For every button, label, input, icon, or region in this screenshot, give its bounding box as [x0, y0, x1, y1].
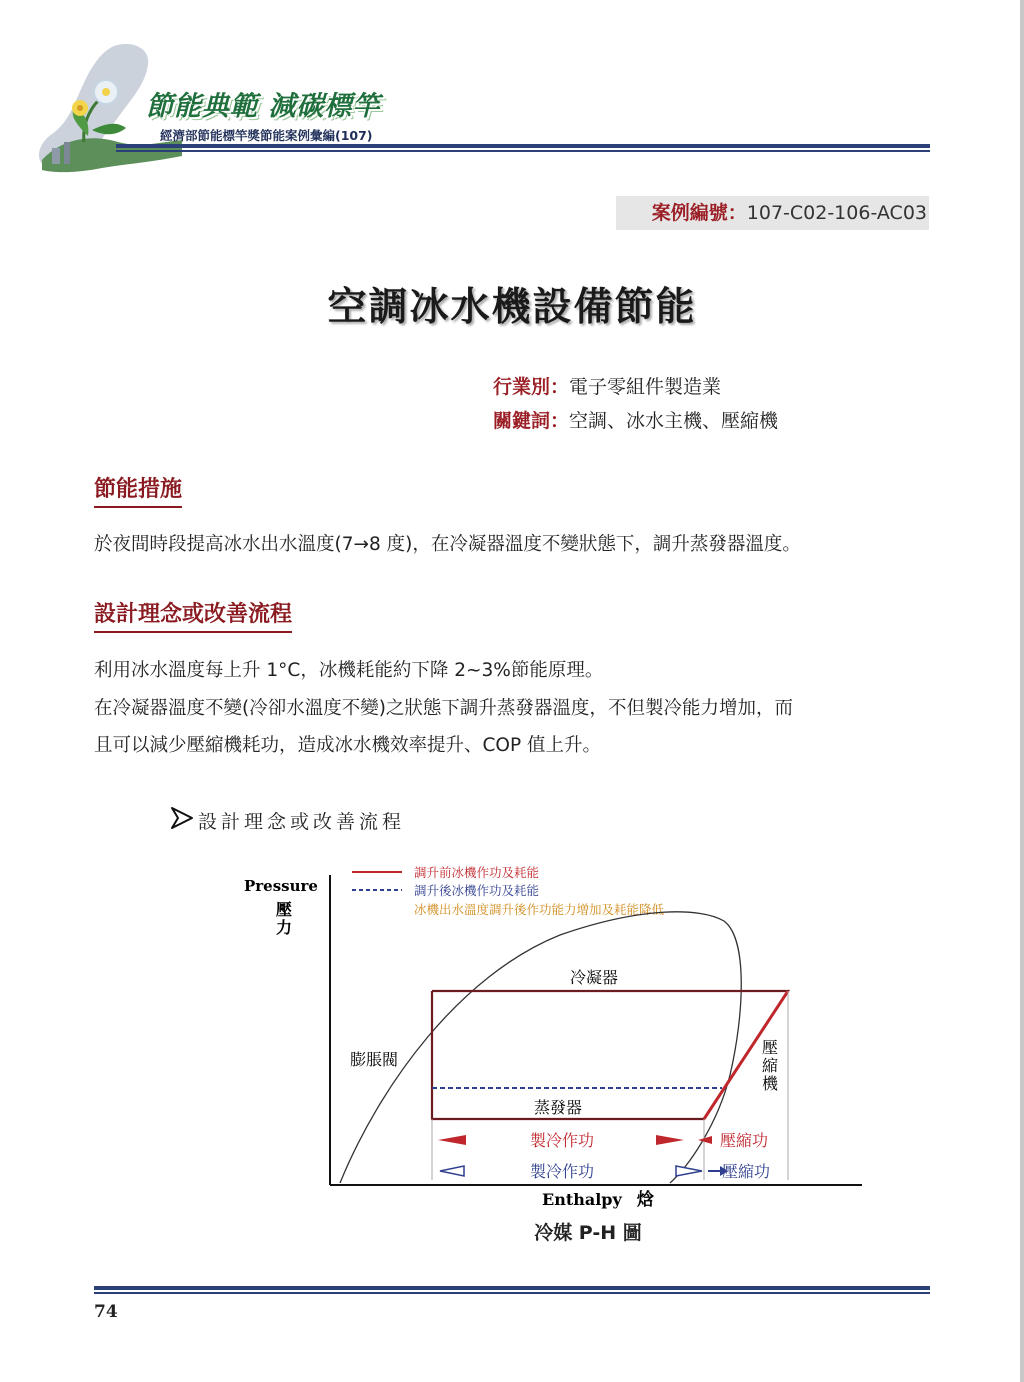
legend-label-improvement: 冰機出水溫度調升後作功能力增加及耗能降低	[414, 902, 665, 917]
figure-caption: 冷媒 P-H 圖	[534, 1222, 642, 1244]
legend-label-after: 調升後冰機作功及耗能	[414, 883, 540, 898]
compression-work-after-label: 壓縮功	[722, 1162, 771, 1181]
page-number: 74	[94, 1302, 118, 1322]
refrigeration-arrow-after-left	[440, 1166, 464, 1176]
y-axis-label-en: Pressure	[244, 877, 318, 895]
keywords-value: 空調、冰水主機、壓縮機	[569, 410, 779, 432]
x-axis-label-zh: 焓	[637, 1190, 654, 1210]
page-title: 空調冰水機設備節能	[327, 285, 697, 330]
footer-divider	[94, 1286, 930, 1290]
design-paragraph-3: 且可以減少壓縮機耗功，造成冰水機效率提升、COP 值上升。	[94, 735, 602, 756]
case-number-badge	[616, 196, 929, 230]
measures-paragraph: 於夜間時段提高冰水出水溫度(7→8 度)，在冷凝器溫度不變狀態下，調升蒸發器溫度。	[94, 534, 801, 555]
arrowhead-bullet-icon	[170, 806, 194, 830]
keywords-label: 關鍵詞：	[493, 410, 570, 432]
y-axis-label-zh-2: 力	[276, 918, 293, 937]
compressor-label-1: 壓	[762, 1038, 779, 1057]
refrigeration-arrow-after-right	[676, 1166, 702, 1176]
compressor-label-3: 機	[762, 1074, 779, 1093]
figure-section-caption	[170, 806, 405, 834]
footer-divider-thin	[94, 1292, 930, 1294]
ph-diagram	[230, 855, 870, 1215]
design-paragraph-1: 利用冰水溫度每上升 1°C，冰機耗能約下降 2~3%節能原理。	[94, 660, 604, 681]
design-paragraph-2: 在冷凝器溫度不變(冷卻水溫度不變)之狀態下調升蒸發器溫度，不但製冷能力增加，而	[94, 698, 793, 719]
industry-value: 電子零組件製造業	[569, 376, 722, 398]
evaporator-label: 蒸發器	[534, 1098, 583, 1117]
condenser-label: 冷凝器	[570, 968, 619, 987]
refrigeration-work-before-label: 製冷作功	[530, 1131, 595, 1150]
y-axis-label-zh-1: 壓	[276, 900, 293, 919]
expansion-valve-label: 膨脹閥	[350, 1050, 399, 1069]
industry-label: 行業別：	[493, 376, 570, 398]
figure-section-caption-text: 設計理念或改善流程	[198, 811, 406, 833]
header-divider-thin	[116, 150, 930, 152]
header-subtitle: 經濟部節能標竿獎節能案例彙編(107)	[160, 128, 373, 143]
refrigeration-work-after-label: 製冷作功	[530, 1162, 595, 1181]
x-axis-label-en: Enthalpy	[542, 1190, 622, 1209]
refrigeration-arrow-before-left	[438, 1135, 466, 1145]
section-heading-design: 設計理念或改善流程	[94, 597, 292, 633]
section-heading-measures: 節能措施	[94, 472, 182, 508]
case-number-label: 案例編號：	[651, 202, 747, 224]
legend-label-before: 調升前冰機作功及耗能	[414, 865, 540, 880]
refrigeration-arrow-before-right	[656, 1135, 684, 1145]
header-divider	[116, 144, 930, 148]
case-number-value: 107-C02-106-AC03	[746, 202, 927, 224]
page-edge-strip	[1020, 0, 1024, 1382]
industry-line	[493, 372, 721, 399]
keywords-line	[493, 406, 778, 433]
compressor-label-2: 縮	[762, 1056, 779, 1075]
header-title: 節能典範 減碳標竿	[146, 91, 381, 122]
compression-work-before-label: 壓縮功	[720, 1131, 769, 1150]
